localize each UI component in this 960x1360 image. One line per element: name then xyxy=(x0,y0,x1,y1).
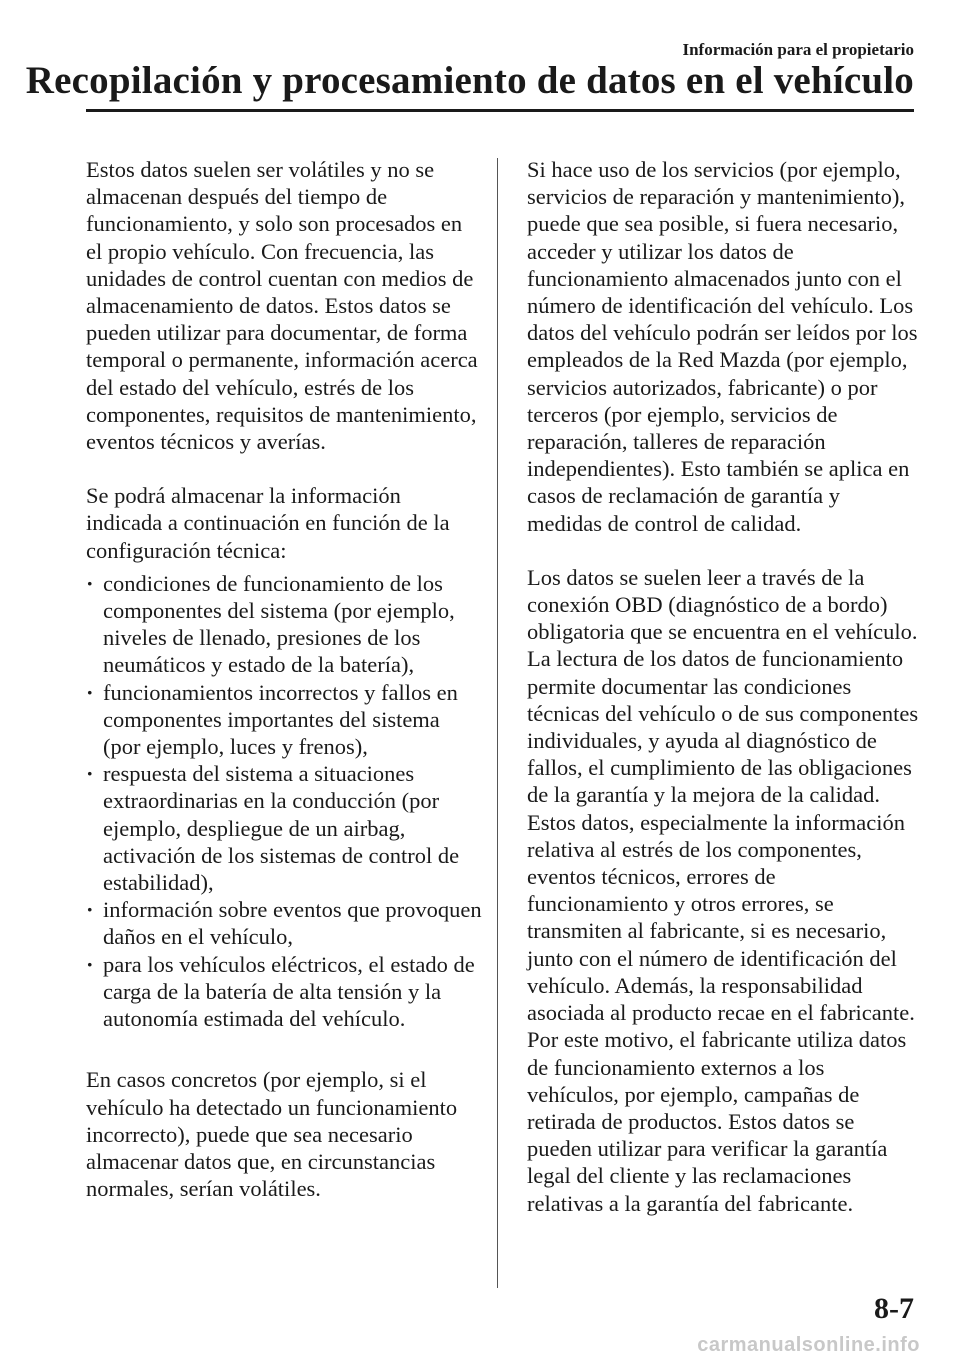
left-paragraph-3: En casos concretos (por ejemplo, si el vehículo ha detectado un funcionamiento incorrecto), puede que sea necesario almacenar datos que, en circunstancias normales, serían volátiles. xyxy=(86,1067,458,1202)
list-item: · funcionamientos incorrectos y fallos en componentes importantes del sistema (por ejemplo, luces y frenos), xyxy=(86,679,482,761)
page-title: Recopilación y procesamiento de datos en el vehículo xyxy=(25,59,914,102)
list-item: · para los vehículos eléctricos, el estado de carga de la batería de alta tensión y la autonomía estimada del vehículo. xyxy=(86,951,482,1033)
bullet-list xyxy=(86,570,482,1032)
left-column xyxy=(86,156,482,1202)
watermark: carmanualsonline.info xyxy=(697,1334,920,1356)
right-column xyxy=(527,156,919,1217)
list-item: · información sobre eventos que provoquen daños en el vehículo, xyxy=(86,896,482,950)
right-paragraph-2: Los datos se suelen leer a través de la conexión OBD (diagnóstico de a bordo) obligatoria que se encuentra en el vehículo. La lectura de los datos de funcionamiento permite documentar las condiciones técnicas del vehículo o de sus componentes individuales, y ayuda al diagnóstico de fallos, el cumplimiento de las obligaciones de la garantía y la mejora de la calidad. Estos datos, especialmente la información relativa al estrés de los componentes, eventos técnicos, errores de funcionamiento y otros errores, se transmiten al fabricante, si es necesario, junto con el número de identificación del vehículo. Además, la responsabilidad asociada al producto recae en el fabricante. Por este motivo, el fabricante utiliza datos de funcionamiento externos a los vehículos, por ejemplo, campañas de retirada de productos. Estos datos se pueden utilizar para verificar la garantía legal del cliente y las reclamaciones relativas a la garantía del fabricante. xyxy=(527,564,919,1216)
list-item: · condiciones de funcionamiento de los componentes del sistema (por ejemplo, niveles de llenado, presiones de los neumáticos y estado de la batería), xyxy=(86,570,482,679)
column-divider xyxy=(497,158,498,1288)
section-label: Información para el propietario xyxy=(682,40,914,59)
header-divider xyxy=(86,109,914,112)
list-item: · respuesta del sistema a situaciones extraordinarias en la conducción (por ejemplo, despliegue de un airbag, activación de los sistemas de control de estabilidad), xyxy=(86,760,482,896)
page-number: 8-7 xyxy=(874,1292,914,1325)
left-paragraph-2: Se podrá almacenar la información indicada a continuación en función de la configuración técnica: xyxy=(86,483,450,563)
left-paragraph-1: Estos datos suelen ser volátiles y no se almacenan después del tiempo de funcionamiento, y solo son procesados en el propio vehículo. Con frecuencia, las unidades de control cuentan con medios de almacenamiento de datos. Estos datos se pueden utilizar para documentar, de forma temporal o permanente, información acerca del estado del vehículo, estrés de los componentes, requisitos de mantenimiento, eventos técnicos y averías. xyxy=(86,157,478,455)
right-paragraph-1: Si hace uso de los servicios (por ejemplo, servicios de reparación y mantenimiento), puede que sea posible, si fuera necesario, acceder y utilizar los datos de funcionamiento almacenados junto con el número de identificación del vehículo. Los datos del vehículo podrán ser leídos por los empleados de la Red Mazda (por ejemplo, servicios autorizados, fabricante) o por terceros (por ejemplo, servicios de reparación, talleres de reparación independientes). Esto también se aplica en casos de reclamación de garantía y medidas de control de calidad. xyxy=(527,157,918,536)
